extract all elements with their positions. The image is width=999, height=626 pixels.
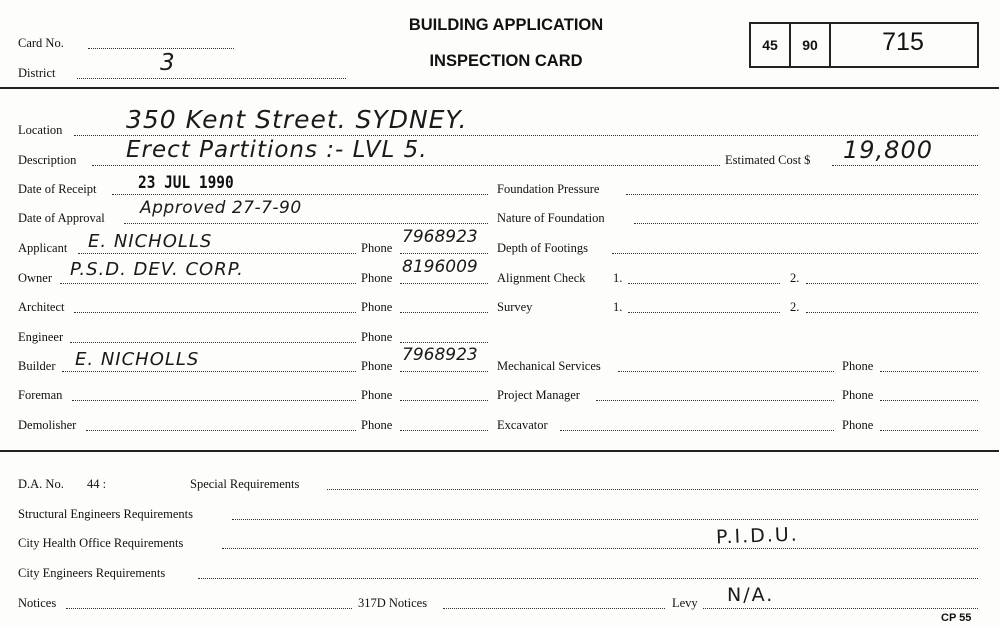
foreman-phone-label: Phone — [361, 388, 393, 402]
date-of-approval-label: Date of Approval — [18, 211, 105, 225]
description-label: Description — [18, 153, 77, 167]
foundation-pressure-field[interactable] — [626, 194, 978, 195]
applicant-phone-label: Phone — [361, 241, 393, 255]
description-value: Erect Partitions :- LVL 5. — [126, 137, 428, 163]
district-value: 3 — [160, 50, 176, 76]
architect-field[interactable] — [74, 312, 356, 313]
engineer-field[interactable] — [70, 342, 356, 343]
applicant-field[interactable] — [78, 253, 356, 254]
builder-phone-value: 7968923 — [402, 345, 478, 365]
applicant-phone-value: 7968923 — [402, 227, 478, 247]
owner-label: Owner — [18, 271, 53, 285]
builder-value: E. NICHOLLS — [75, 349, 200, 370]
notices-317d-field[interactable] — [443, 608, 665, 609]
box-card-number: 715 — [882, 28, 924, 56]
alignment-check-label: Alignment Check — [497, 271, 586, 285]
survey-2-field[interactable] — [806, 312, 978, 313]
excavator-phone-field[interactable] — [880, 430, 978, 431]
district-label: District — [18, 66, 56, 80]
levy-field[interactable] — [703, 608, 978, 609]
date-of-receipt-field[interactable] — [112, 194, 488, 195]
alignment-check-2-field[interactable] — [806, 283, 978, 284]
survey-2-label: 2. — [790, 300, 800, 314]
foreman-phone-field[interactable] — [400, 400, 488, 401]
architect-phone-label: Phone — [361, 300, 393, 314]
mechanical-services-label: Mechanical Services — [497, 359, 601, 373]
builder-label: Builder — [18, 359, 56, 373]
owner-value: P.S.D. DEV. CORP. — [70, 259, 244, 280]
depth-of-footings-label: Depth of Footings — [497, 241, 588, 255]
mechanical-services-field[interactable] — [618, 371, 834, 372]
architect-phone-field[interactable] — [400, 312, 488, 313]
project-manager-field[interactable] — [596, 400, 834, 401]
foreman-field[interactable] — [72, 400, 356, 401]
date-of-approval-value: Approved 27-7-90 — [140, 198, 302, 218]
owner-phone-label: Phone — [361, 271, 393, 285]
alignment-check-2-label: 2. — [790, 271, 800, 285]
owner-phone-value: 8196009 — [402, 257, 478, 277]
form-title-line1: BUILDING APPLICATION — [408, 16, 604, 34]
form-code: CP 55 — [941, 612, 972, 624]
engineer-label: Engineer — [18, 330, 64, 344]
box-code-a: 45 — [762, 37, 778, 53]
engineer-phone-field[interactable] — [400, 342, 488, 343]
box-code-b: 90 — [802, 37, 818, 53]
date-of-approval-field[interactable] — [124, 223, 488, 224]
alignment-check-1-field[interactable] — [628, 283, 780, 284]
alignment-check-1-label: 1. — [613, 271, 623, 285]
survey-1-label: 1. — [613, 300, 623, 314]
owner-field[interactable] — [60, 283, 356, 284]
builder-phone-label: Phone — [361, 359, 393, 373]
mechanical-services-phone-field[interactable] — [880, 371, 978, 372]
structural-engineers-field[interactable] — [232, 519, 978, 520]
city-engineers-field[interactable] — [198, 578, 978, 579]
levy-value: N/A. — [727, 584, 775, 606]
structural-engineers-label: Structural Engineers Requirements — [18, 507, 193, 521]
survey-label: Survey — [497, 300, 533, 314]
engineer-phone-label: Phone — [361, 330, 393, 344]
notices-317d-label: 317D Notices — [358, 596, 428, 610]
demolisher-phone-field[interactable] — [400, 430, 488, 431]
demolisher-phone-label: Phone — [361, 418, 393, 432]
project-manager-phone-field[interactable] — [880, 400, 978, 401]
survey-1-field[interactable] — [628, 312, 780, 313]
excavator-field[interactable] — [560, 430, 834, 431]
da-no-value: 44 : — [87, 477, 107, 491]
demolisher-field[interactable] — [86, 430, 356, 431]
city-health-label: City Health Office Requirements — [18, 536, 184, 550]
builder-field[interactable] — [62, 371, 356, 372]
architect-label: Architect — [18, 300, 65, 314]
project-manager-label: Project Manager — [497, 388, 580, 402]
foundation-pressure-label: Foundation Pressure — [497, 182, 600, 196]
depth-of-footings-field[interactable] — [612, 253, 978, 254]
nature-of-foundation-label: Nature of Foundation — [497, 211, 605, 225]
location-label: Location — [18, 123, 63, 137]
project-manager-phone-label: Phone — [842, 388, 874, 402]
builder-phone-field[interactable] — [400, 371, 488, 372]
notices-label: Notices — [18, 596, 57, 610]
form-title-line2: INSPECTION CARD — [429, 52, 583, 70]
city-health-field[interactable] — [222, 548, 978, 549]
excavator-label: Excavator — [497, 418, 548, 432]
date-of-receipt-stamp: 23 JUL 1990 — [138, 173, 234, 193]
mechanical-services-phone-label: Phone — [842, 359, 874, 373]
da-no-label: D.A. No. — [18, 477, 64, 491]
card-no-field[interactable] — [88, 48, 234, 49]
estimated-cost-field[interactable] — [832, 165, 978, 166]
applicant-label: Applicant — [18, 241, 68, 255]
description-field[interactable] — [92, 165, 720, 166]
city-engineers-label: City Engineers Requirements — [18, 566, 166, 580]
levy-label: Levy — [672, 596, 698, 610]
date-of-receipt-label: Date of Receipt — [18, 182, 97, 196]
excavator-phone-label: Phone — [842, 418, 874, 432]
foreman-label: Foreman — [18, 388, 63, 402]
divider-middle — [0, 450, 999, 452]
demolisher-label: Demolisher — [18, 418, 77, 432]
divider-top — [0, 87, 999, 89]
owner-phone-field[interactable] — [400, 283, 488, 284]
location-value: 350 Kent Street. SYDNEY. — [126, 105, 468, 134]
estimated-cost-value: 19,800 — [843, 136, 933, 164]
district-field[interactable] — [77, 78, 346, 79]
special-requirements-field[interactable] — [327, 489, 978, 490]
special-requirements-label: Special Requirements — [190, 477, 300, 491]
applicant-value: E. NICHOLLS — [88, 231, 213, 252]
card-no-label: Card No. — [18, 36, 64, 50]
notices-field[interactable] — [66, 608, 352, 609]
applicant-phone-field[interactable] — [400, 253, 488, 254]
estimated-cost-label: Estimated Cost $ — [725, 153, 811, 167]
nature-of-foundation-field[interactable] — [634, 223, 978, 224]
city-health-value: P.I.D.U. — [715, 523, 800, 549]
